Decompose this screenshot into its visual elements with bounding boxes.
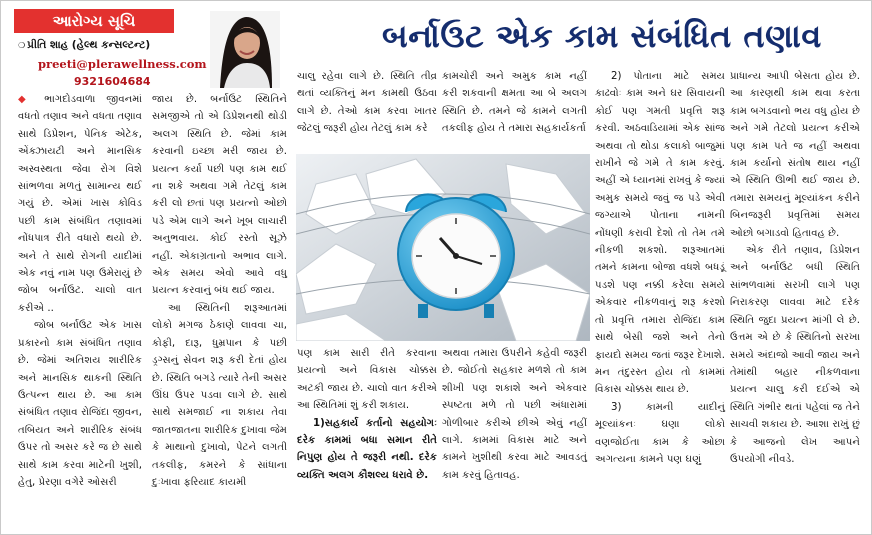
article-column-5 [595, 68, 725, 468]
article-column-1 [18, 91, 142, 491]
article-column-3-lower [297, 345, 437, 484]
article-column-2 [152, 91, 287, 491]
article-paragraph: અથવા તમારા ઉપરીને કહેવી જરૂરી છે. જોઈતો સહકાર મળશે તો કામ શીખી પણ શકાશે અને એકવાર સ્પષ્ટતા મળે તો પછી અંધારામાં ગોળીબાર કરીએ છીએ એવું નહીં લાગે. કામમાં વિકાસ માટે અને કામને ખુશીથી કરવા માટે આવડતું કામ કરવું હિતાવહ. [442, 348, 587, 481]
author-name [18, 39, 150, 52]
article-column-3 [297, 68, 437, 138]
article-paragraph: 2) પોતાના માટે સમય કાઢવોઃ કામ અને ઘર સિવાયની કોઈ પણ ગમતી પ્રવૃત્તિ શરૂ કરવી. અઠવાડિયામાં એક સાંજ અથવા તો થોડા કલાકો બાજુમાં રાખીને જે ગમે તે કામ કરવું. અહીં એ ધ્યાનમાં રાખવું કે જ્યાં અમુક સમયે જવું જ પડે એવી જગ્યાએ પોતાના નામની નોંધણી કરાવી દેશો તો તેમ તમે નીકળી શકશો. શરૂઆતમાં તમને કામના બોજા વધશે બધડૂં પડશે પણ નક્કી કરેલા સમયે એકવાર નીકળવાનું શરૂ કરશો તો પ્રવૃત્તિ તમારા રોજિંદા કામ સાથે બેસી જશે અને તેનો ફાયદો સમય જતાં જરૂર દેખાશે. મન તંદુરસ્ત હોય તો કામમાં વિકાસ ચોક્કસ થાય છે. [595, 71, 725, 396]
article-column-4-lower [442, 345, 587, 484]
article-paragraph: જોબ બર્નાઉટ એક ખાસ પ્રકારનો કામ સંબંધિત તણાવ છે. જેમાં અતિશય શારીરિક અને માનસિક થાકની સ્થિતિ ઉત્પન્ન થાય છે. આ કામ સંબંધિત તણાવ રોજિંદા જીવન, તબિયત અને શારીરિક સંબંધ ઉપર તો અસર કરે જ છે સાથે સાથે કામ કરવા માટેની ખુશી, હેતુ, પ્રેરણા વગેરે ઓસરી [18, 320, 142, 488]
column-header [14, 9, 284, 88]
article-paragraph: 1)સહકાર્ય કર્તાનો સહયોગઃ દરેક કામમાં બધા સમાન રીતે નિપુણ હોય તે જરૂરી નથી. દરેક વ્યક્તિ અલગ કૌશલ્ય ધરાવે છે. [297, 417, 437, 481]
article-paragraph: 3) કામની યાદીનું મૂલ્યાંકનઃ ઘણા લોકો વણજોઈતા કામ કે ઓછા અગત્યના કામને પણ ઘણું [595, 401, 725, 465]
bullet-icon: ◆ [18, 94, 45, 105]
author-photo [210, 11, 280, 88]
column-title: આરોગ્ય સૂચિ [14, 9, 174, 33]
article-paragraph: જાય છે. બર્નાઉટ સ્થિતિને સમજીએ તો એ ડિપ્રેશનથી થોડી અલગ સ્થિતિ છે. જેમાં કામ કરવાની ઇચ્છા મરી જાય છે. પ્રયત્ન કર્યા પછી પણ કામ થઈ ના શકે અથવા ગમે તેટલું કામ કરી લો છતાં પણ પ્રયત્નો ઓછો પડે એમ લાગે અને ખૂબ લાચારી અનુભવાય. કોઈ રસ્તો સૂઝે નહીં. એકાગ્રતાનો અભાવ લાગે. એક સમય એવો આવે વધુ પ્રયત્ન કરવાનું બંધ થઈ જાય. [152, 94, 287, 297]
article-paragraph: પણ કામ સારી રીતે કરવાના પ્રયત્નો અને વિકાસ ચોક્કસ અટકી જાય છે. ચાલો વાત કરીએ આ સ્થિતિમાં શું કરી શકાય. [297, 348, 437, 412]
author-phone: 9321604684 [74, 75, 151, 88]
article-paragraph: આ સ્થિતિની શરૂઆતમાં લોકો મગજ ઠેકાણે લાવવા ચા, કોફી, દારૂ, ધુમ્રપાન કે પછી ડ્રગ્સનું સેવન શરૂ કરી દેતાં હોય છે. સ્થિતિ બગડે ત્યારે તેની અસર ઊંઘ ઉપર પડવા લાગે છે. સાથે સાથે સમજાઈ ના શકાય તેવા જાતજાતના શારીરિક દુખાવા જેમ કે માથાનો દુખાવો, પેટને લગતી તકલીફ, કમરને કે સાંધાના દુઃખાવા ફરિયાદ કાયમી [152, 302, 287, 488]
article-paragraph: ચાલુ રહેવા લાગે છે. સ્થિતિ તીવ્ર થતાં વ્યક્તિનું મન કામથી ઉઠવા લાગે છે. તેઓ કામ કરવા ખાતર જેટલું જરૂરી હોય તેટલું કામ કરે [297, 71, 437, 135]
article-paragraph: પ્રાધાન્ય આપી બેસતા હોય છે. આ કારણથી કામ થવા કરતા કામ બગડવાનો ભય વધુ હોય છે અને ગમે તેટલો પ્રયત્ન કરીએ પણ કામ પતે જ નહીં અથવા કામ કર્યાનો સંતોષ થાય નહીં એ સ્થિતિ ઊભી થઈ જાય છે. તમારા સમયનું મૂલ્યાંકન કરીને બિનજરૂરી પ્રવૃત્તિમાં સમય ઓછો બગાડવો હિતાવહ છે. [730, 71, 860, 239]
article-paragraph: કામચોરી અને અમુક કામ નહીં કરી શકવાની ક્ષમતા આ બે અલગ સ્થિતિ છે. તમને જે કામને લગતી તકલીફ હોય તે તમારા સહકાર્યકર્તા [442, 71, 587, 135]
alarm-clock-photo [296, 154, 590, 341]
article-column-4 [442, 68, 587, 138]
author-email[interactable]: preeti@plerawellness.com [38, 57, 207, 71]
author-dot-icon: ❍ [18, 41, 26, 50]
headline: બર્નાઉટ એક કામ સંબંધિત તણાવ [382, 17, 822, 55]
article-paragraph: એક રીતે તણાવ, ડિપ્રેશન અને બર્નાઉટ બધી સ્થિતિ સાંભળવામાં સરખી લાગે પણ નિરાકરણ લાવવા માટે દરેક સ્થિતિ જુદા પ્રયત્ન માંગી લે છે. ઉત્તમ એ છે કે સ્થિતિનો સરખા સમયે અંદાજો આવી જાય અને તેમાંથી બહાર નીકળવાના પ્રયત્ન ચાલુ કરી દઈએ એ સ્થિતિ ગંભીર થતાં પહેલાં જ તેને સાચવી શકાય છે. આશા રાખું છું કે આજનો લેખ આપને ઉપયોગી નીવડે. [730, 245, 860, 465]
article-column-6 [730, 68, 860, 468]
article-paragraph: ◆ ભાગદોડવાળા જીવનમાં વધતો તણાવ અને વધતા તણાવ સાથે ડિપ્રેશન, પેનિક એટેક, એંક્ઝાયટી અને માનસિક અસ્વસ્થતા જેવા રોગ વિશે સાંભળવા મળતું સામાન્ય થઈ ગયું છે. એમાં ખાસ કોવિડ પછી કામ સંબંધિત તણાવમાં નોંધપાત્ર રીતે વધારો થયો છે. અને તે સાથે રોગની યાદીમાં એક નવું નામ પણ ઉમેરાયું છે જોબ બર્નાઉટ. ચાલો વાત કરીએ .. [18, 94, 142, 314]
author-label: પ્રીતિ શાહ (હેલ્થ કન્સલ્ટન્ટ) [27, 39, 151, 51]
